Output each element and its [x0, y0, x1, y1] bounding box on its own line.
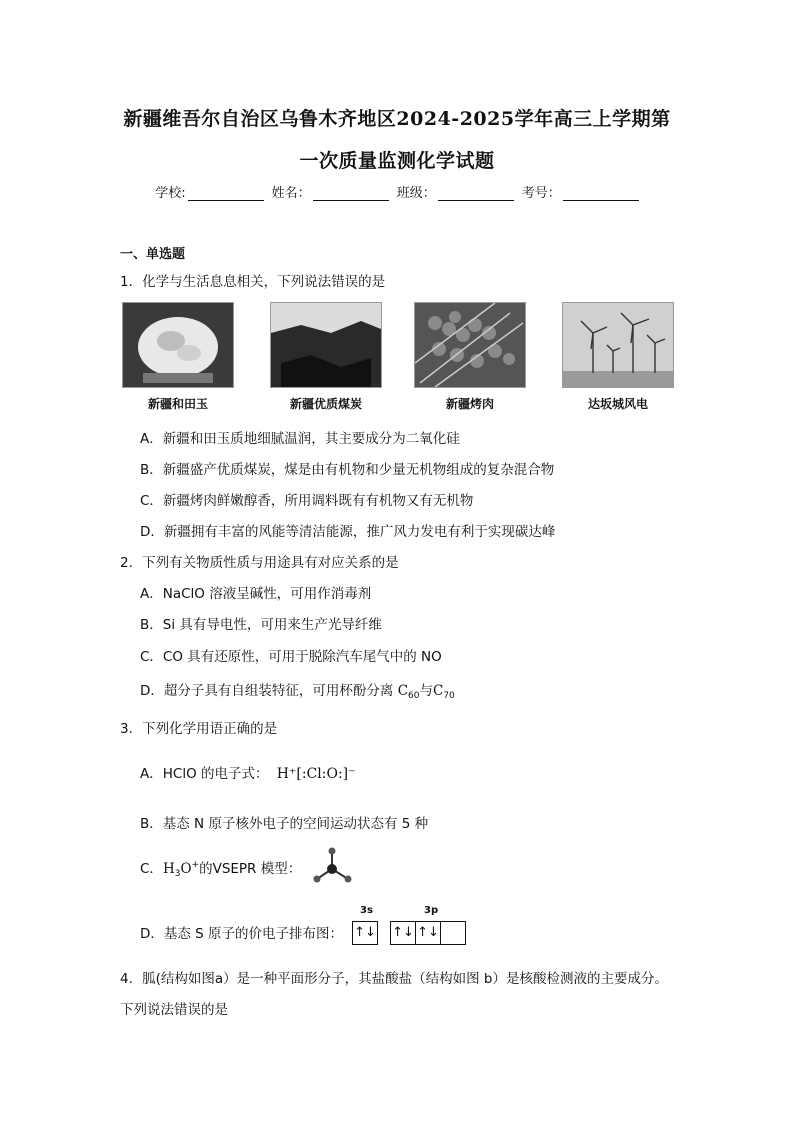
question-1-photos [118, 302, 678, 418]
school-field: 学校: [155, 182, 263, 201]
kebab-photo [414, 302, 526, 388]
vsepr-model-diagram [308, 845, 356, 887]
orbital-3s-box: ↑↓ [352, 921, 378, 945]
class-blank[interactable] [438, 186, 514, 201]
question-2-option-d: D．超分子具有自组装特征，可用杯酚分离 $C_{60}$与$C_{70}$ [140, 683, 455, 701]
exam-number-blank[interactable] [563, 186, 639, 201]
orbital-3p-boxes: ↑↓ ↑↓ [390, 921, 466, 945]
caption-kebab: 新疆烤肉 [445, 397, 494, 411]
question-2-option-a: A．NaClO 溶液呈碱性，可用作消毒剂 [140, 586, 372, 602]
question-4-line2: 下列说法错误的是 [120, 1002, 228, 1018]
question-3-option-c: C．$H_3O^+$的VSEPR 模型： [140, 860, 302, 879]
question-1-option-d: D．新疆拥有丰富的风能等清洁能源，推广风力发电有利于实现碳达峰 [140, 524, 556, 540]
question-2-option-c: C．CO 具有还原性，可用于脱除汽车尾气中的 NO [140, 649, 442, 665]
question-4-line1: 4．胍(结构如图a）是一种平面形分子，其盐酸盐（结构如图 b）是核酸检测液的主要成分。 [120, 971, 668, 987]
document-title-line1: 新疆维吾尔自治区乌鲁木齐地区2024-2025学年高三上学期第 [123, 108, 671, 130]
jade-photo [122, 302, 234, 388]
name-field: 姓名： [272, 182, 389, 201]
caption-jade: 新疆和田玉 [147, 397, 208, 411]
caption-coal: 新疆优质煤炭 [289, 397, 362, 411]
question-1-option-c: C．新疆烤肉鲜嫩醇香，所用调料既有有机物又有无机物 [140, 493, 474, 509]
coal-photo [270, 302, 382, 388]
question-3-option-a: A．HClO 的电子式： H⁺[:Cl:O:]⁻ [140, 766, 356, 782]
student-info-bar [0, 182, 794, 201]
caption-wind: 达坂城风电 [587, 397, 648, 411]
question-2-option-b: B．Si 具有导电性，可用来生产光导纤维 [140, 617, 382, 633]
question-3-stem: 3．下列化学用语正确的是 [120, 721, 278, 737]
orbital-diagram: 3s 3p ↑↓ ↑↓ ↑↓ [352, 905, 482, 947]
question-2-stem: 2．下列有关物质性质与用途具有对应关系的是 [120, 555, 399, 571]
school-blank[interactable] [188, 186, 264, 201]
question-3-option-d: D．基态 S 原子的价电子排布图： [140, 926, 344, 942]
question-1-option-a: A．新疆和田玉质地细腻温润，其主要成分为二氧化硅 [140, 431, 460, 447]
document-title-line2: 一次质量监测化学试题 [299, 150, 495, 172]
section-title: 一、单选题 [120, 247, 186, 262]
exam-number-field: 考号： [522, 182, 639, 201]
name-blank[interactable] [313, 186, 389, 201]
class-field: 班级： [397, 182, 514, 201]
wind-farm-photo [562, 302, 674, 388]
question-3-option-b: B．基态 N 原子核外电子的空间运动状态有 5 种 [140, 816, 429, 832]
question-1-stem: 1．化学与生活息息相关，下列说法错误的是 [120, 274, 386, 290]
hclo-electron-formula: H⁺[:Cl:O:]⁻ [276, 766, 356, 782]
question-1-option-b: B．新疆盛产优质煤炭，煤是由有机物和少量无机物组成的复杂混合物 [140, 462, 555, 478]
